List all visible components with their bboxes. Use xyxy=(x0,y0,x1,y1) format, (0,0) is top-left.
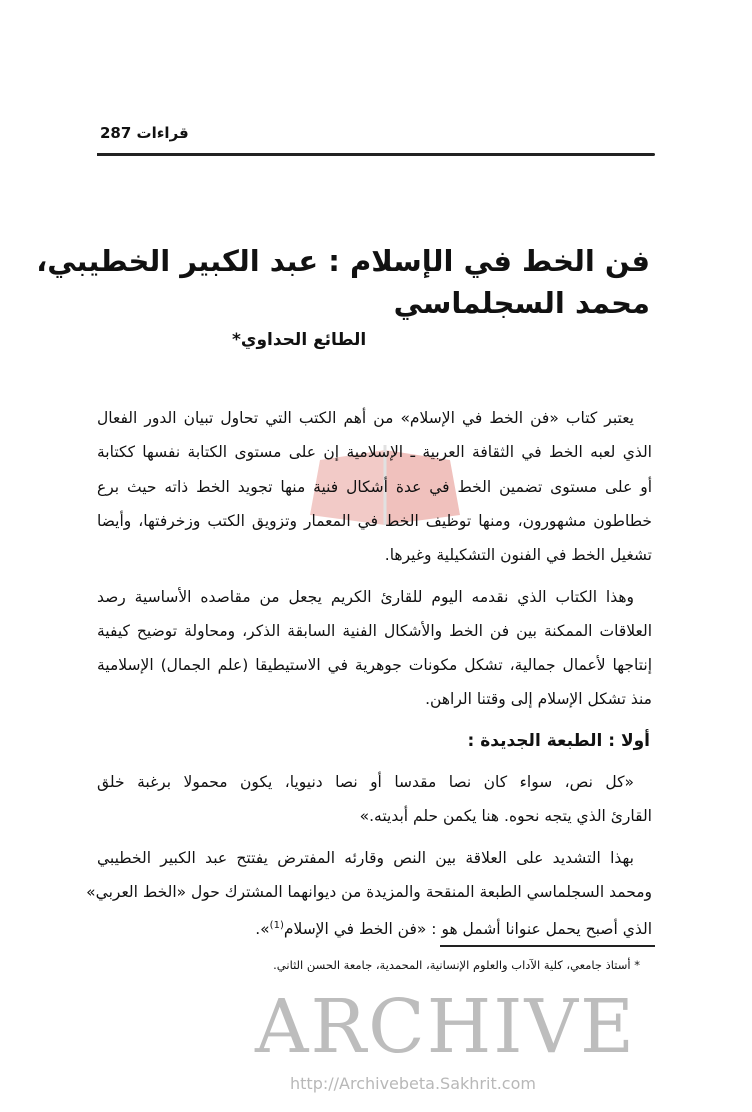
paragraph-line: ومحمد السجلماسي الطبعة المنقحة والمزيدة من ديوانهما المشترك حول «الخط العربي» xyxy=(86,883,652,901)
paragraph-line: بهذا التشديد على العلاقة بين النص وقارئه المفترض يفتتح عبد الكبير الخطيبي xyxy=(97,849,634,867)
footnote-reference[interactable]: (1) xyxy=(269,920,284,931)
paragraph-text: الذي أصبح يحمل عنوانا أشمل هو : «فن الخط في الإسلام xyxy=(283,920,652,939)
paragraph-line: العلاقات الممكنة بين فن الخط والأشكال الفنية السابقة الذكر، ومحاولة توضيح كيفية xyxy=(97,622,652,640)
paragraph-line: تشغيل الخط في الفنون التشكيلية وغيرها. xyxy=(384,546,652,564)
footnote: * أستاذ جامعي، كلية الآداب والعلوم الإنسانية، المحمدية، جامعة الحسن الثاني. xyxy=(273,958,640,972)
watermark-url: http://Archivebeta.Sakhrit.com xyxy=(290,1074,536,1093)
paragraph-line: منذ تشكل الإسلام إلى وقتنا الراهن. xyxy=(425,690,652,708)
quote-line: «كل نص، سواء كان نصا مقدسا أو نصا دنيويا، يكون محمولا برغبة خلق xyxy=(97,773,634,791)
paragraph-line: الذي لعبه الخط في الثقافة العربية ـ الإسلامية إن على مستوى الكتابة نفسها ككتابة xyxy=(97,443,652,461)
paragraph-line: يعتبر كتاب «فن الخط في الإسلام» من أهم الكتب التي تحاول تبيان الدور الفعال xyxy=(97,409,634,427)
quote-line: القارئ الذي يتجه نحوه. هنا يكمن حلم أبديته.» xyxy=(359,807,652,825)
running-header xyxy=(100,124,189,142)
paragraph-line: خطاطون مشهورون، ومنها توظيف الخط في المعمار وتزويق الكتب وزخرفتها، وأيضا xyxy=(97,512,652,530)
article-title-line-2: محمد السجلماسي xyxy=(393,286,650,320)
paragraph-line: إنتاجها لأعمال جمالية، تشكل مكونات جوهرية في الاستيطيقا (علم الجمال) الإسلامية xyxy=(97,656,652,674)
author-name: الطائع الحداوي* xyxy=(232,330,367,350)
paragraph-end: ». xyxy=(255,920,270,939)
page-number: 287 xyxy=(100,124,132,142)
watermark-text: ARCHIVE xyxy=(255,984,637,1070)
footnote-rule xyxy=(440,945,655,947)
paragraph-line: وهذا الكتاب الذي نقدمه اليوم للقارئ الكريم يجعل من مقاصده الأساسية رصد xyxy=(97,588,634,606)
article-title-line-1: فن الخط في الإسلام : عبد الكبير الخطيبي، xyxy=(36,244,650,278)
paragraph-line: أو على مستوى تضمين الخط في عدة أشكال فنية منها تجويد الخط ذاته حيث برع xyxy=(97,478,652,496)
running-title: قراءات xyxy=(136,124,189,142)
section-heading: أولا : الطبعة الجديدة : xyxy=(467,731,650,751)
paragraph-line xyxy=(97,915,652,940)
header-rule xyxy=(97,153,655,156)
